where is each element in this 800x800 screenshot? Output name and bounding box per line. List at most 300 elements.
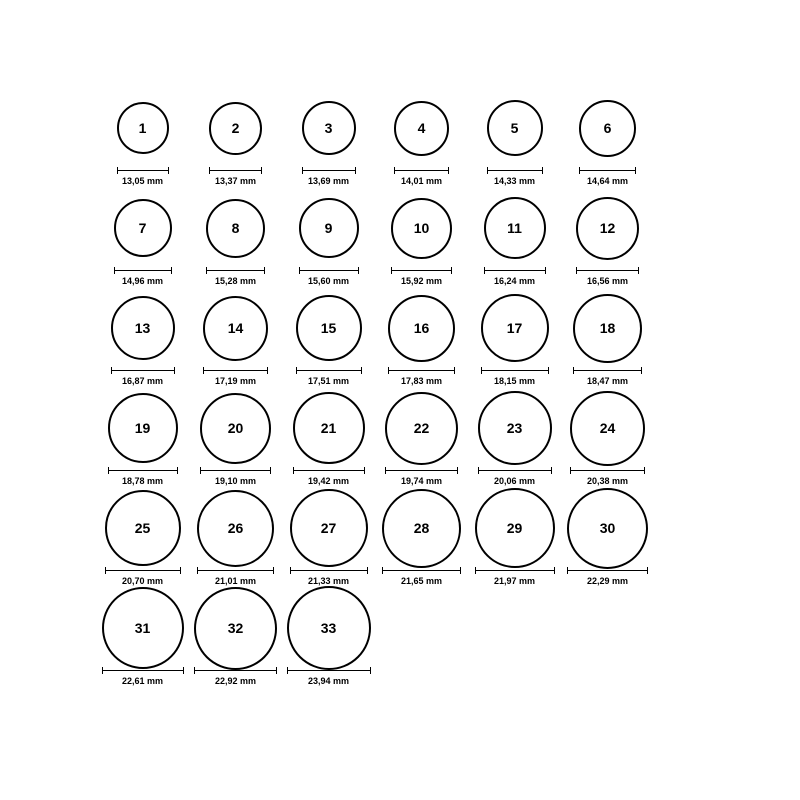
- dimension-bar: [111, 370, 175, 371]
- ring-diameter-label: 18,47 mm: [586, 376, 629, 386]
- ring-size-label: 5: [510, 120, 519, 136]
- ring-size-cell: [189, 292, 282, 392]
- ring-circle-wrapper: [296, 292, 362, 364]
- dimension-bar: [567, 570, 648, 571]
- ring-size-cell: [282, 392, 375, 492]
- ring-circle-wrapper: [478, 392, 552, 464]
- ring-circle: [573, 294, 642, 363]
- ring-circle-wrapper: [388, 292, 455, 364]
- ring-dimension: [114, 267, 172, 286]
- ring-diameter-label: 14,64 mm: [586, 176, 629, 186]
- ring-dimension: [299, 267, 359, 286]
- dimension-tick-left: [296, 367, 297, 374]
- dimension-line: [478, 467, 552, 474]
- ring-dimension: [105, 567, 181, 586]
- ring-size-label: 32: [227, 620, 244, 636]
- ring-diameter-label: 18,15 mm: [493, 376, 536, 386]
- ring-size-cell: [96, 592, 189, 692]
- ring-circle-wrapper: [299, 192, 359, 264]
- ring-dimension: [287, 667, 371, 686]
- ring-circle: [197, 490, 274, 567]
- dimension-line: [481, 367, 549, 374]
- ring-circle-wrapper: [287, 592, 371, 664]
- ring-size-cell: [468, 92, 561, 192]
- ring-circle-wrapper: [102, 592, 184, 664]
- ring-dimension: [102, 667, 184, 686]
- ring-size-cell: [189, 492, 282, 592]
- ring-diameter-label: 17,19 mm: [214, 376, 257, 386]
- dimension-tick-right: [644, 467, 645, 474]
- dimension-tick-left: [299, 267, 300, 274]
- ring-size-cell: [282, 492, 375, 592]
- ring-size-label: 27: [320, 520, 337, 536]
- ring-circle: [579, 100, 636, 157]
- dimension-line: [487, 167, 543, 174]
- dimension-tick-left: [200, 467, 201, 474]
- ring-circle: [481, 294, 549, 362]
- ring-diameter-label: 17,83 mm: [400, 376, 443, 386]
- dimension-bar: [478, 470, 552, 471]
- dimension-tick-right: [358, 267, 359, 274]
- dimension-tick-right: [545, 267, 546, 274]
- ring-circle: [108, 393, 178, 463]
- dimension-tick-left: [203, 367, 204, 374]
- dimension-tick-right: [641, 367, 642, 374]
- dimension-tick-left: [108, 467, 109, 474]
- ring-size-cell: [561, 492, 654, 592]
- ring-circle: [209, 102, 262, 155]
- ring-diameter-label: 17,51 mm: [307, 376, 350, 386]
- ring-diameter-label: 15,60 mm: [307, 276, 350, 286]
- ring-size-label: 33: [320, 620, 337, 636]
- dimension-tick-left: [209, 167, 210, 174]
- ring-size-label: 25: [134, 520, 151, 536]
- dimension-tick-right: [638, 267, 639, 274]
- dimension-tick-right: [361, 367, 362, 374]
- ring-circle: [117, 102, 169, 154]
- dimension-tick-right: [635, 167, 636, 174]
- ring-circle: [287, 586, 371, 670]
- ring-circle: [296, 295, 362, 361]
- dimension-tick-right: [180, 567, 181, 574]
- dimension-tick-right: [554, 567, 555, 574]
- ring-size-cell: [468, 492, 561, 592]
- dimension-tick-left: [567, 567, 568, 574]
- ring-size-label: 2: [231, 120, 240, 136]
- dimension-bar: [296, 370, 362, 371]
- ring-size-cell: [96, 192, 189, 292]
- dimension-bar: [394, 170, 449, 171]
- dimension-line: [302, 167, 356, 174]
- ring-circle: [382, 489, 461, 568]
- dimension-bar: [108, 470, 178, 471]
- ring-circle: [206, 199, 265, 258]
- dimension-line: [299, 267, 359, 274]
- dimension-bar: [484, 270, 546, 271]
- ring-circle-wrapper: [206, 192, 265, 264]
- dimension-line: [108, 467, 178, 474]
- ring-size-cell: [282, 592, 375, 692]
- ring-dimension: [117, 167, 169, 186]
- ring-dimension: [478, 467, 552, 486]
- ring-dimension: [573, 367, 642, 386]
- dimension-tick-right: [174, 367, 175, 374]
- ring-dimension: [293, 467, 365, 486]
- ring-circle-wrapper: [391, 192, 452, 264]
- dimension-tick-right: [448, 167, 449, 174]
- ring-dimension: [481, 367, 549, 386]
- ring-circle-wrapper: [290, 492, 368, 564]
- ring-size-cell: [282, 192, 375, 292]
- dimension-line: [206, 267, 265, 274]
- dimension-tick-right: [270, 467, 271, 474]
- dimension-tick-left: [576, 267, 577, 274]
- ring-diameter-label: 13,69 mm: [307, 176, 350, 186]
- dimension-tick-right: [364, 467, 365, 474]
- dimension-line: [382, 567, 461, 574]
- dimension-bar: [570, 470, 645, 471]
- ring-diameter-label: 14,33 mm: [493, 176, 536, 186]
- ring-size-label: 9: [324, 220, 333, 236]
- dimension-tick-left: [102, 667, 103, 674]
- dimension-tick-left: [293, 467, 294, 474]
- ring-circle-wrapper: [484, 192, 546, 264]
- ring-diameter-label: 21,33 mm: [307, 576, 350, 586]
- dimension-bar: [299, 270, 359, 271]
- ring-circle: [576, 197, 639, 260]
- ring-size-label: 26: [227, 520, 244, 536]
- ring-dimension: [576, 267, 639, 286]
- dimension-tick-left: [105, 567, 106, 574]
- ring-circle: [487, 100, 543, 156]
- ring-circle-wrapper: [481, 292, 549, 364]
- ring-circle-wrapper: [475, 492, 555, 564]
- ring-size-label: 7: [138, 220, 147, 236]
- ring-diameter-label: 16,24 mm: [493, 276, 536, 286]
- dimension-bar: [206, 270, 265, 271]
- ring-diameter-label: 16,56 mm: [586, 276, 629, 286]
- ring-dimension: [302, 167, 356, 186]
- ring-size-cell: [468, 292, 561, 392]
- ring-size-label: 18: [599, 320, 616, 336]
- ring-size-cell: [375, 492, 468, 592]
- dimension-tick-right: [276, 667, 277, 674]
- dimension-bar: [382, 570, 461, 571]
- ring-diameter-label: 22,92 mm: [214, 676, 257, 686]
- ring-circle: [290, 489, 368, 567]
- ring-size-label: 20: [227, 420, 244, 436]
- dimension-bar: [487, 170, 543, 171]
- ring-diameter-label: 16,87 mm: [121, 376, 164, 386]
- ring-circle: [194, 587, 277, 670]
- ring-size-grid: [96, 92, 706, 692]
- dimension-line: [296, 367, 362, 374]
- ring-dimension: [475, 567, 555, 586]
- dimension-line: [391, 267, 452, 274]
- ring-size-cell: [282, 92, 375, 192]
- dimension-bar: [209, 170, 262, 171]
- ring-dimension: [391, 267, 452, 286]
- ring-size-label: 13: [134, 320, 151, 336]
- ring-circle-wrapper: [209, 92, 262, 164]
- dimension-tick-right: [457, 467, 458, 474]
- ring-dimension: [567, 567, 648, 586]
- ring-circle: [111, 296, 175, 360]
- dimension-bar: [579, 170, 636, 171]
- ring-diameter-label: 19,42 mm: [307, 476, 350, 486]
- dimension-line: [194, 667, 277, 674]
- ring-size-label: 11: [507, 220, 522, 236]
- dimension-line: [385, 467, 458, 474]
- dimension-line: [105, 567, 181, 574]
- dimension-line: [573, 367, 642, 374]
- dimension-tick-right: [267, 367, 268, 374]
- dimension-tick-left: [570, 467, 571, 474]
- ring-circle: [567, 488, 648, 569]
- ring-size-cell: [189, 392, 282, 492]
- dimension-tick-left: [394, 167, 395, 174]
- dimension-line: [114, 267, 172, 274]
- ring-circle: [394, 101, 449, 156]
- ring-size-cell: [96, 492, 189, 592]
- ring-diameter-label: 22,61 mm: [121, 676, 164, 686]
- dimension-bar: [391, 270, 452, 271]
- ring-size-label: 4: [417, 120, 426, 136]
- ring-dimension: [385, 467, 458, 486]
- dimension-bar: [203, 370, 268, 371]
- ring-dimension: [484, 267, 546, 286]
- ring-diameter-label: 19,10 mm: [214, 476, 257, 486]
- dimension-tick-right: [273, 567, 274, 574]
- ring-size-label: 14: [227, 320, 244, 336]
- ring-diameter-label: 21,97 mm: [493, 576, 536, 586]
- ring-size-cell: [468, 192, 561, 292]
- ring-dimension: [194, 667, 277, 686]
- ring-diameter-label: 21,01 mm: [214, 576, 257, 586]
- dimension-tick-right: [460, 567, 461, 574]
- ring-circle-wrapper: [203, 292, 268, 364]
- ring-size-label: 21: [320, 420, 337, 436]
- ring-size-cell: [468, 392, 561, 492]
- dimension-bar: [573, 370, 642, 371]
- ring-circle: [105, 490, 181, 566]
- ring-size-label: 22: [413, 420, 430, 436]
- dimension-bar: [117, 170, 169, 171]
- ring-circle: [388, 295, 455, 362]
- dimension-tick-left: [206, 267, 207, 274]
- ring-size-label: 19: [134, 420, 151, 436]
- ring-diameter-label: 15,28 mm: [214, 276, 257, 286]
- ring-dimension: [200, 467, 271, 486]
- dimension-line: [203, 367, 268, 374]
- ring-circle-wrapper: [200, 392, 271, 464]
- ring-dimension: [111, 367, 175, 386]
- dimension-tick-left: [194, 667, 195, 674]
- dimension-tick-right: [454, 367, 455, 374]
- dimension-tick-left: [382, 567, 383, 574]
- ring-dimension: [290, 567, 368, 586]
- ring-circle: [200, 393, 271, 464]
- dimension-bar: [105, 570, 181, 571]
- ring-circle-wrapper: [579, 92, 636, 164]
- dimension-tick-right: [367, 567, 368, 574]
- dimension-tick-left: [385, 467, 386, 474]
- dimension-line: [484, 267, 546, 274]
- ring-circle-wrapper: [105, 492, 181, 564]
- dimension-tick-left: [487, 167, 488, 174]
- dimension-tick-right: [355, 167, 356, 174]
- ring-size-label: 16: [413, 320, 430, 336]
- dimension-tick-right: [370, 667, 371, 674]
- dimension-tick-left: [573, 367, 574, 374]
- ring-dimension: [206, 267, 265, 286]
- dimension-bar: [287, 670, 371, 671]
- dimension-line: [567, 567, 648, 574]
- ring-dimension: [296, 367, 362, 386]
- ring-circle: [385, 392, 458, 465]
- ring-size-label: 30: [599, 520, 616, 536]
- dimension-tick-right: [264, 267, 265, 274]
- dimension-tick-left: [481, 367, 482, 374]
- ring-size-cell: [561, 92, 654, 192]
- ring-circle-wrapper: [385, 392, 458, 464]
- dimension-bar: [290, 570, 368, 571]
- ring-circle-wrapper: [114, 192, 172, 264]
- dimension-tick-left: [475, 567, 476, 574]
- ring-dimension: [394, 167, 449, 186]
- ring-size-label: 17: [506, 320, 523, 336]
- dimension-line: [200, 467, 271, 474]
- dimension-tick-left: [197, 567, 198, 574]
- ring-size-label: 1: [138, 120, 147, 136]
- ring-size-label: 28: [413, 520, 430, 536]
- dimension-tick-left: [478, 467, 479, 474]
- ring-size-cell: [282, 292, 375, 392]
- ring-circle: [570, 391, 645, 466]
- ring-circle-wrapper: [567, 492, 648, 564]
- ring-size-cell: [96, 292, 189, 392]
- dimension-tick-left: [391, 267, 392, 274]
- ring-dimension: [108, 467, 178, 486]
- dimension-line: [102, 667, 184, 674]
- ring-size-label: 12: [599, 220, 616, 236]
- ring-circle: [114, 199, 172, 257]
- ring-diameter-label: 23,94 mm: [307, 676, 350, 686]
- ring-circle-wrapper: [576, 192, 639, 264]
- ring-size-cell: [375, 92, 468, 192]
- dimension-line: [197, 567, 274, 574]
- ring-circle: [203, 296, 268, 361]
- ring-diameter-label: 13,37 mm: [214, 176, 257, 186]
- ring-size-label: 23: [506, 420, 523, 436]
- ring-size-cell: [96, 92, 189, 192]
- dimension-bar: [481, 370, 549, 371]
- ring-circle: [475, 488, 555, 568]
- dimension-tick-left: [111, 367, 112, 374]
- ring-circle-wrapper: [194, 592, 277, 664]
- ring-diameter-label: 13,05 mm: [121, 176, 164, 186]
- ring-circle-wrapper: [573, 292, 642, 364]
- ring-size-label: 3: [324, 120, 333, 136]
- ring-size-label: 10: [413, 220, 430, 236]
- ring-diameter-label: 20,06 mm: [493, 476, 536, 486]
- dimension-tick-right: [551, 467, 552, 474]
- dimension-tick-left: [579, 167, 580, 174]
- ring-circle: [391, 198, 452, 259]
- dimension-tick-right: [451, 267, 452, 274]
- ring-dimension: [487, 167, 543, 186]
- dimension-tick-left: [117, 167, 118, 174]
- ring-size-label: 8: [231, 220, 240, 236]
- dimension-tick-right: [168, 167, 169, 174]
- dimension-bar: [293, 470, 365, 471]
- dimension-line: [388, 367, 455, 374]
- dimension-tick-left: [287, 667, 288, 674]
- ring-size-cell: [189, 192, 282, 292]
- ring-circle-wrapper: [108, 392, 178, 464]
- ring-dimension: [209, 167, 262, 186]
- ring-dimension: [579, 167, 636, 186]
- ring-dimension: [203, 367, 268, 386]
- dimension-tick-right: [548, 367, 549, 374]
- dimension-tick-left: [484, 267, 485, 274]
- dimension-line: [293, 467, 365, 474]
- ring-size-cell: [375, 392, 468, 492]
- ring-diameter-label: 14,96 mm: [121, 276, 164, 286]
- ring-size-cell: [375, 192, 468, 292]
- dimension-tick-left: [290, 567, 291, 574]
- dimension-bar: [197, 570, 274, 571]
- dimension-tick-right: [647, 567, 648, 574]
- dimension-line: [209, 167, 262, 174]
- dimension-line: [394, 167, 449, 174]
- dimension-line: [111, 367, 175, 374]
- dimension-tick-right: [542, 167, 543, 174]
- ring-diameter-label: 14,01 mm: [400, 176, 443, 186]
- dimension-tick-left: [114, 267, 115, 274]
- ring-size-cell: [189, 92, 282, 192]
- ring-size-cell: [561, 292, 654, 392]
- dimension-bar: [475, 570, 555, 571]
- ring-size-cell: [561, 392, 654, 492]
- ring-size-label: 6: [603, 120, 612, 136]
- ring-dimension: [388, 367, 455, 386]
- ring-diameter-label: 22,29 mm: [586, 576, 629, 586]
- ring-circle-wrapper: [570, 392, 645, 464]
- ring-size-cell: [375, 292, 468, 392]
- ring-diameter-label: 19,74 mm: [400, 476, 443, 486]
- ring-circle: [102, 587, 184, 669]
- ring-circle-wrapper: [293, 392, 365, 464]
- ring-size-cell: [189, 592, 282, 692]
- ring-circle-wrapper: [197, 492, 274, 564]
- ring-circle-wrapper: [382, 492, 461, 564]
- ring-circle-wrapper: [302, 92, 356, 164]
- dimension-tick-right: [183, 667, 184, 674]
- dimension-tick-right: [261, 167, 262, 174]
- ring-dimension: [197, 567, 274, 586]
- ring-circle: [299, 198, 359, 258]
- dimension-line: [570, 467, 645, 474]
- dimension-line: [117, 167, 169, 174]
- dimension-line: [287, 667, 371, 674]
- ring-circle: [484, 197, 546, 259]
- dimension-bar: [388, 370, 455, 371]
- dimension-bar: [114, 270, 172, 271]
- ring-diameter-label: 18,78 mm: [121, 476, 164, 486]
- ring-circle: [293, 392, 365, 464]
- dimension-line: [576, 267, 639, 274]
